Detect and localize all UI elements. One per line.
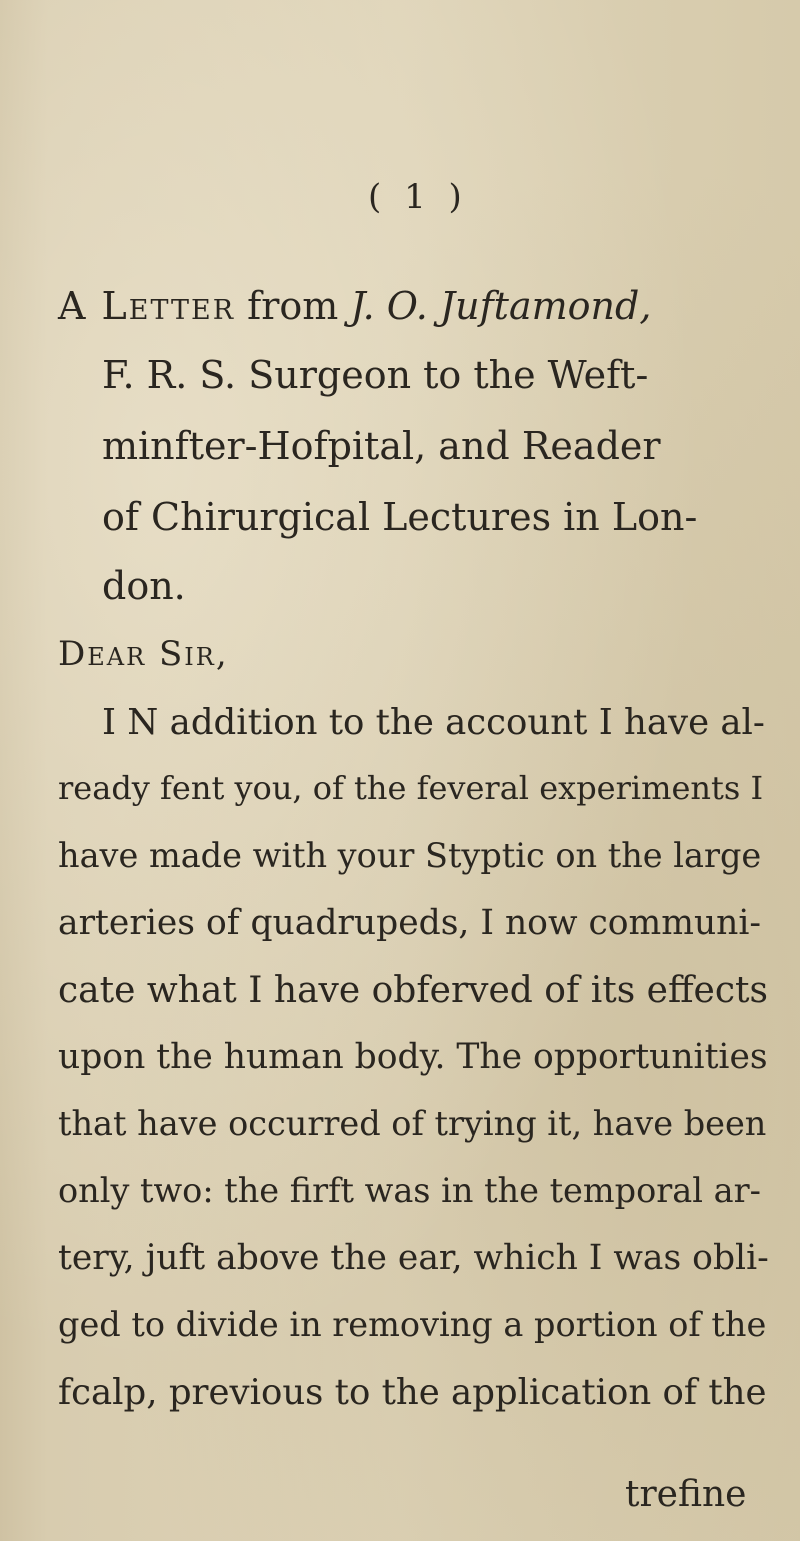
heading-from: from (247, 284, 339, 328)
body-line: tery, juft above the ear, which I was obli- (58, 1238, 769, 1278)
letter-heading-first-line (58, 284, 652, 328)
body-line: arteries of quadrupeds, I now communi- (58, 903, 762, 943)
heading-line: of Chirurgical Lectures in Lon- (102, 495, 698, 539)
body-line: ready fent you, of the feveral experiments I (58, 769, 764, 807)
body-line: have made with your Styptic on the large (58, 836, 762, 875)
heading-line: minfter-Hofpital, and Reader (102, 424, 661, 468)
body-line: cate what I have obferved of its effects (58, 970, 768, 1011)
salutation: Dear Sir, (58, 634, 229, 674)
author-initials: J. O. (350, 284, 428, 328)
body-line: only two: the firft was in the temporal ar- (58, 1171, 761, 1210)
heading-lead: A Letter (58, 284, 236, 328)
heading-line: F. R. S. Surgeon to the Weft- (102, 353, 649, 397)
body-line: that have occurred of trying it, have been (58, 1104, 767, 1143)
body-line: ged to divide in removing a portion of the (58, 1305, 767, 1344)
page-number: ( 1 ) (368, 177, 468, 217)
body-line: upon the human body. The opportunities (58, 1037, 768, 1077)
author-surname: Juftamond, (439, 284, 652, 328)
catchword: trefine (625, 1474, 747, 1515)
body-line: I N addition to the account I have al- (102, 702, 765, 743)
heading-line: don. (102, 564, 186, 608)
body-line: fcalp, previous to the application of the (58, 1372, 767, 1413)
